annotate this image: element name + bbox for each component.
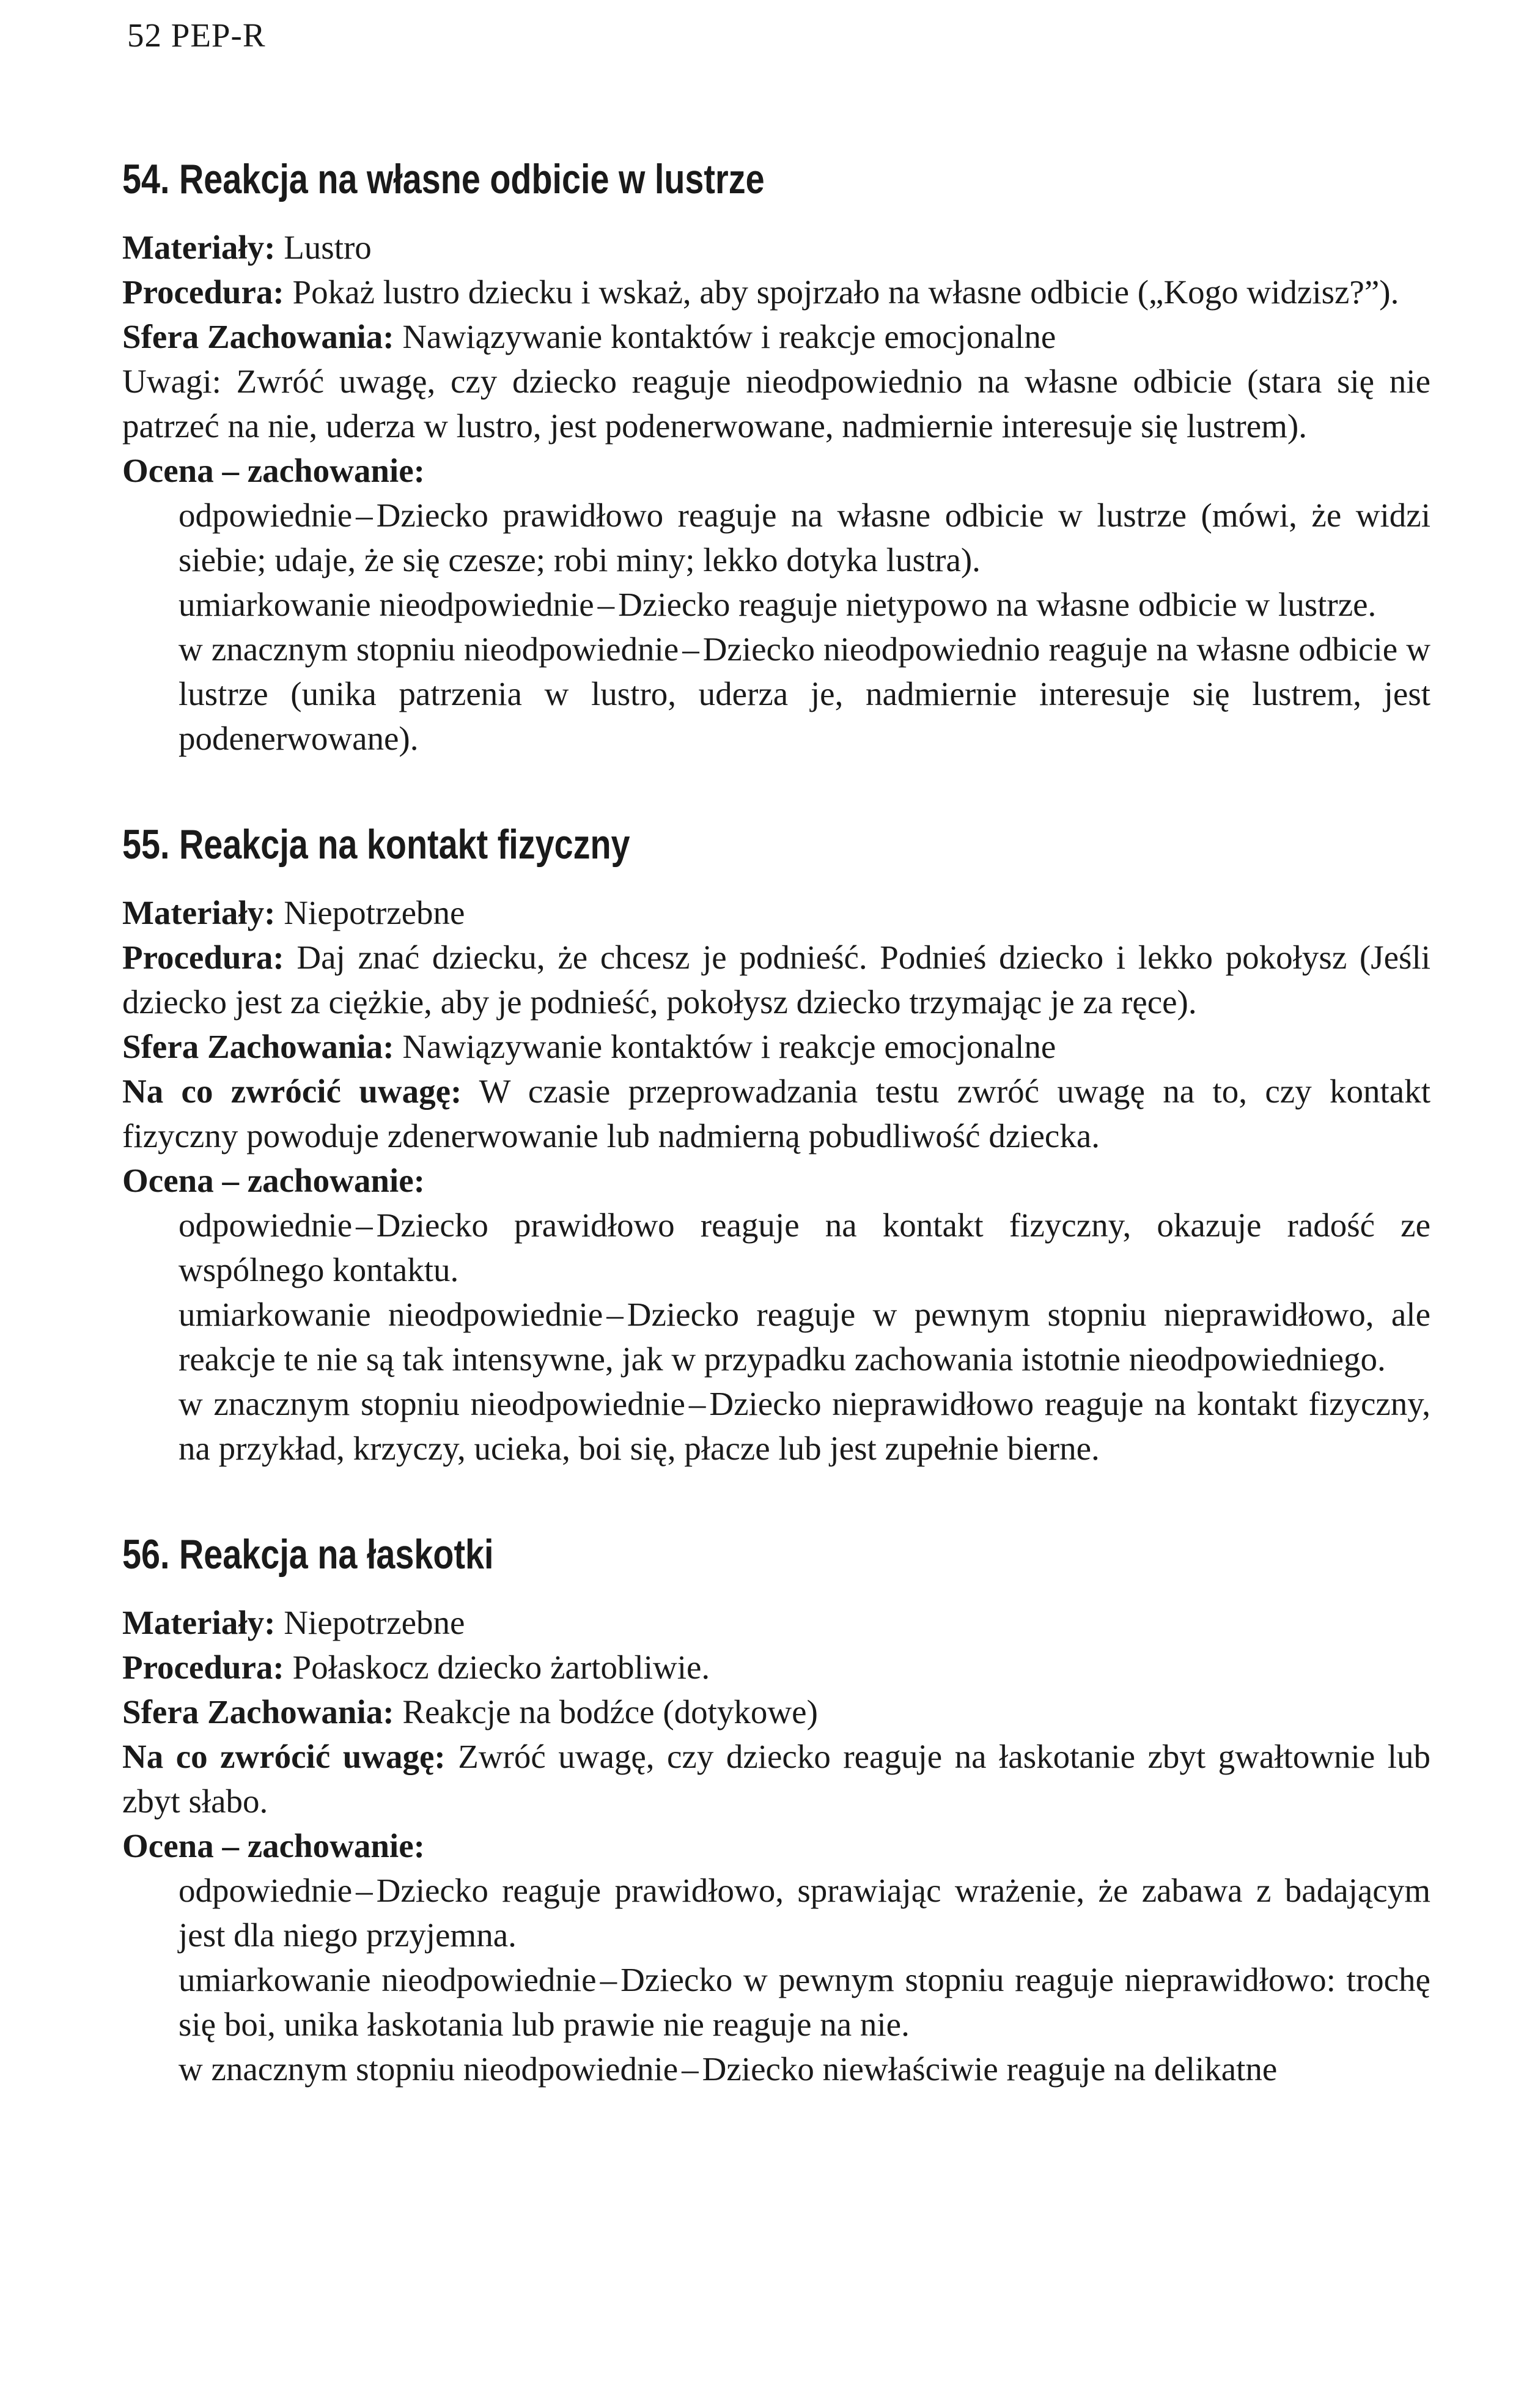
rating-item: odpowiednie – Dziecko prawidłowo reaguje na kontakt fizyczny, okazuje radość ze wspólnego kontaktu. (179, 1206, 1430, 1288)
section-title: 56. Reakcja na łaskotki (122, 1531, 494, 1578)
sphere-label: Sfera Zachowania: (122, 1028, 394, 1065)
procedure-label: Procedura: (122, 273, 284, 311)
sphere-label: Sfera Zachowania: (122, 1693, 394, 1730)
materials-line (122, 225, 1430, 270)
rating-text: Dziecko nieprawidłowo reaguje na kontakt fizyczny, na przykład, krzyczy, ucieka, boi się, płacze lub jest zupełnie bierne. (179, 1385, 1430, 1467)
section-title: 55. Reakcja na kontakt fizyczny (122, 821, 630, 868)
rating-text: Dziecko nieodpowiednio reaguje na własne odbicie w lustrze (unika patrzenia w lustro, uderza je, nadmiernie interesuje się lustrem, jest podenerwowane). (179, 630, 1430, 757)
rating-level: odpowiednie (179, 1872, 353, 1909)
procedure-line (122, 270, 1430, 314)
rating-level: w znacznym stopniu nieodpowiednie (179, 1385, 685, 1422)
materials-line (122, 890, 1430, 935)
rating-level: umiarkowanie nieodpowiednie (179, 1296, 603, 1333)
rating-text: Dziecko reaguje nietypowo na własne odbicie w lustrze. (618, 586, 1377, 623)
notes-value: W czasie przeprowadzania testu zwróć uwagę na to, czy kontakt fizyczny powoduje zdenerwowanie lub nadmierną pobudliwość dziecka. (122, 1073, 1430, 1154)
running-title: PEP-R (171, 17, 266, 54)
notes-line (122, 1069, 1430, 1158)
sphere-line (122, 1690, 1430, 1734)
sphere-value: Nawiązywanie kontaktów i reakcje emocjonalne (402, 1028, 1056, 1065)
notes-label: Na co zwrócić uwagę: (122, 1738, 446, 1775)
notes-label: Uwagi: (122, 363, 221, 400)
document-page (122, 11, 1430, 2148)
sphere-label: Sfera Zachowania: (122, 318, 394, 355)
procedure-label: Procedura: (122, 1649, 284, 1686)
rating-text: Dziecko reaguje w pewnym stopniu nieprawidłowo, ale reakcje te nie są tak intensywne, jak w przypadku zachowania istotnie nieodpowiedniego. (179, 1296, 1430, 1378)
rating-level: odpowiednie (179, 1206, 353, 1244)
notes-line (122, 1734, 1430, 1823)
materials-label: Materiały: (122, 229, 276, 266)
section-title: 54. Reakcja na własne odbicie w lustrze (122, 156, 765, 202)
running-header (127, 11, 1430, 60)
materials-line (122, 1600, 1430, 1645)
rating-item: w znacznym stopniu nieodpowiednie – Dziecko nieprawidłowo reaguje na kontakt fizyczny, na przykład, krzyczy, ucieka, boi się, płacze lub jest zupełnie bierne. (179, 1385, 1430, 1467)
sphere-line (122, 1024, 1430, 1069)
procedure-line (122, 935, 1430, 1024)
rating-level: umiarkowanie nieodpowiednie (179, 586, 594, 623)
rating-text: Dziecko prawidłowo reaguje na kontakt fizyczny, okazuje radość ze wspólnego kontaktu. (179, 1206, 1430, 1288)
rating-item: umiarkowanie nieodpowiednie – Dziecko reaguje w pewnym stopniu nieprawidłowo, ale reakcje te nie są tak intensywne, jak w przypadku zachowania istotnie nieodpowiedniego. (179, 1296, 1430, 1378)
rating-item: w znacznym stopniu nieodpowiednie – Dziecko nieodpowiednio reaguje na własne odbicie w lustrze (unika patrzenia w lustro, uderza je, nadmiernie interesuje się lustrem, jest podenerwowane). (179, 630, 1430, 757)
rating-text: Dziecko w pewnym stopniu reaguje nieprawidłowo: trochę się boi, unika łaskotania lub prawie nie reaguje na nie. (179, 1961, 1430, 2043)
sphere-value: Nawiązywanie kontaktów i reakcje emocjonalne (402, 318, 1056, 355)
sphere-value: Reakcje na bodźce (dotykowe) (402, 1693, 818, 1730)
procedure-label: Procedura: (122, 939, 284, 976)
section-56 (122, 1527, 1430, 2091)
rating-item: odpowiednie – Dziecko reaguje prawidłowo, sprawiając wrażenie, że zabawa z badającym jest dla niego przyjemna. (179, 1872, 1430, 1954)
rating-level: w znacznym stopniu nieodpowiednie (179, 2050, 679, 2088)
notes-value: Zwróć uwagę, czy dziecko reaguje na łaskotanie zbyt gwałtownie lub zbyt słabo. (122, 1738, 1431, 1820)
rating-text: Dziecko niewłaściwie reaguje na delikatne (702, 2050, 1278, 2088)
rating-label: Ocena – zachowanie: (122, 1162, 425, 1199)
notes-label: Na co zwrócić uwagę: (122, 1073, 462, 1110)
rating-item: w znacznym stopniu nieodpowiednie – Dziecko niewłaściwie reaguje na delikatne (179, 2050, 1278, 2088)
materials-value: Niepotrzebne (284, 894, 465, 931)
rating-item: umiarkowanie nieodpowiednie – Dziecko w pewnym stopniu reaguje nieprawidłowo: trochę się boi, unika łaskotania lub prawie nie reaguje na nie. (179, 1961, 1430, 2043)
rating-text: Dziecko reaguje prawidłowo, sprawiając wrażenie, że zabawa z badającym jest dla niego przyjemna. (179, 1872, 1430, 1954)
rating-level: odpowiednie (179, 497, 353, 534)
notes-value: Zwróć uwagę, czy dziecko reaguje nieodpowiednio na własne odbicie (stara się nie patrzeć na nie, uderza w lustro, jest podenerwowane, nadmiernie interesuje się lustrem). (122, 363, 1431, 445)
materials-value: Niepotrzebne (284, 1604, 465, 1641)
section-55 (122, 817, 1430, 1471)
rating-item: umiarkowanie nieodpowiednie – Dziecko reaguje nietypowo na własne odbicie w lustrze. (179, 586, 1377, 623)
rating-label: Ocena – zachowanie: (122, 452, 425, 489)
section-54 (122, 152, 1430, 761)
procedure-value: Pokaż lustro dziecku i wskaż, aby spojrzało na własne odbicie („Kogo widzisz?”). (292, 273, 1399, 311)
rating-level: w znacznym stopniu nieodpowiednie (179, 630, 679, 668)
page-number: 52 (127, 17, 162, 54)
rating-item: odpowiednie – Dziecko prawidłowo reaguje na własne odbicie w lustrze (mówi, że widzi siebie; udaje, że się czesze; robi miny; lekko dotyka lustra). (179, 497, 1430, 578)
materials-value: Lustro (284, 229, 372, 266)
notes-line (122, 359, 1430, 448)
procedure-value: Połaskocz dziecko żartobliwie. (292, 1649, 710, 1686)
rating-level: umiarkowanie nieodpowiednie (179, 1961, 597, 1998)
procedure-value: Daj znać dziecku, że chcesz je podnieść. Podnieś dziecko i lekko pokołysz (Jeśli dziecko jest za ciężkie, aby je podnieść, pokołysz dziecko trzymając je za ręce). (122, 939, 1430, 1021)
rating-text: Dziecko prawidłowo reaguje na własne odbicie w lustrze (mówi, że widzi siebie; udaje, że się czesze; robi miny; lekko dotyka lustra). (179, 497, 1430, 578)
sphere-line (122, 314, 1430, 359)
materials-label: Materiały: (122, 894, 276, 931)
materials-label: Materiały: (122, 1604, 276, 1641)
rating-label: Ocena – zachowanie: (122, 1827, 425, 1864)
procedure-line (122, 1645, 1430, 1690)
